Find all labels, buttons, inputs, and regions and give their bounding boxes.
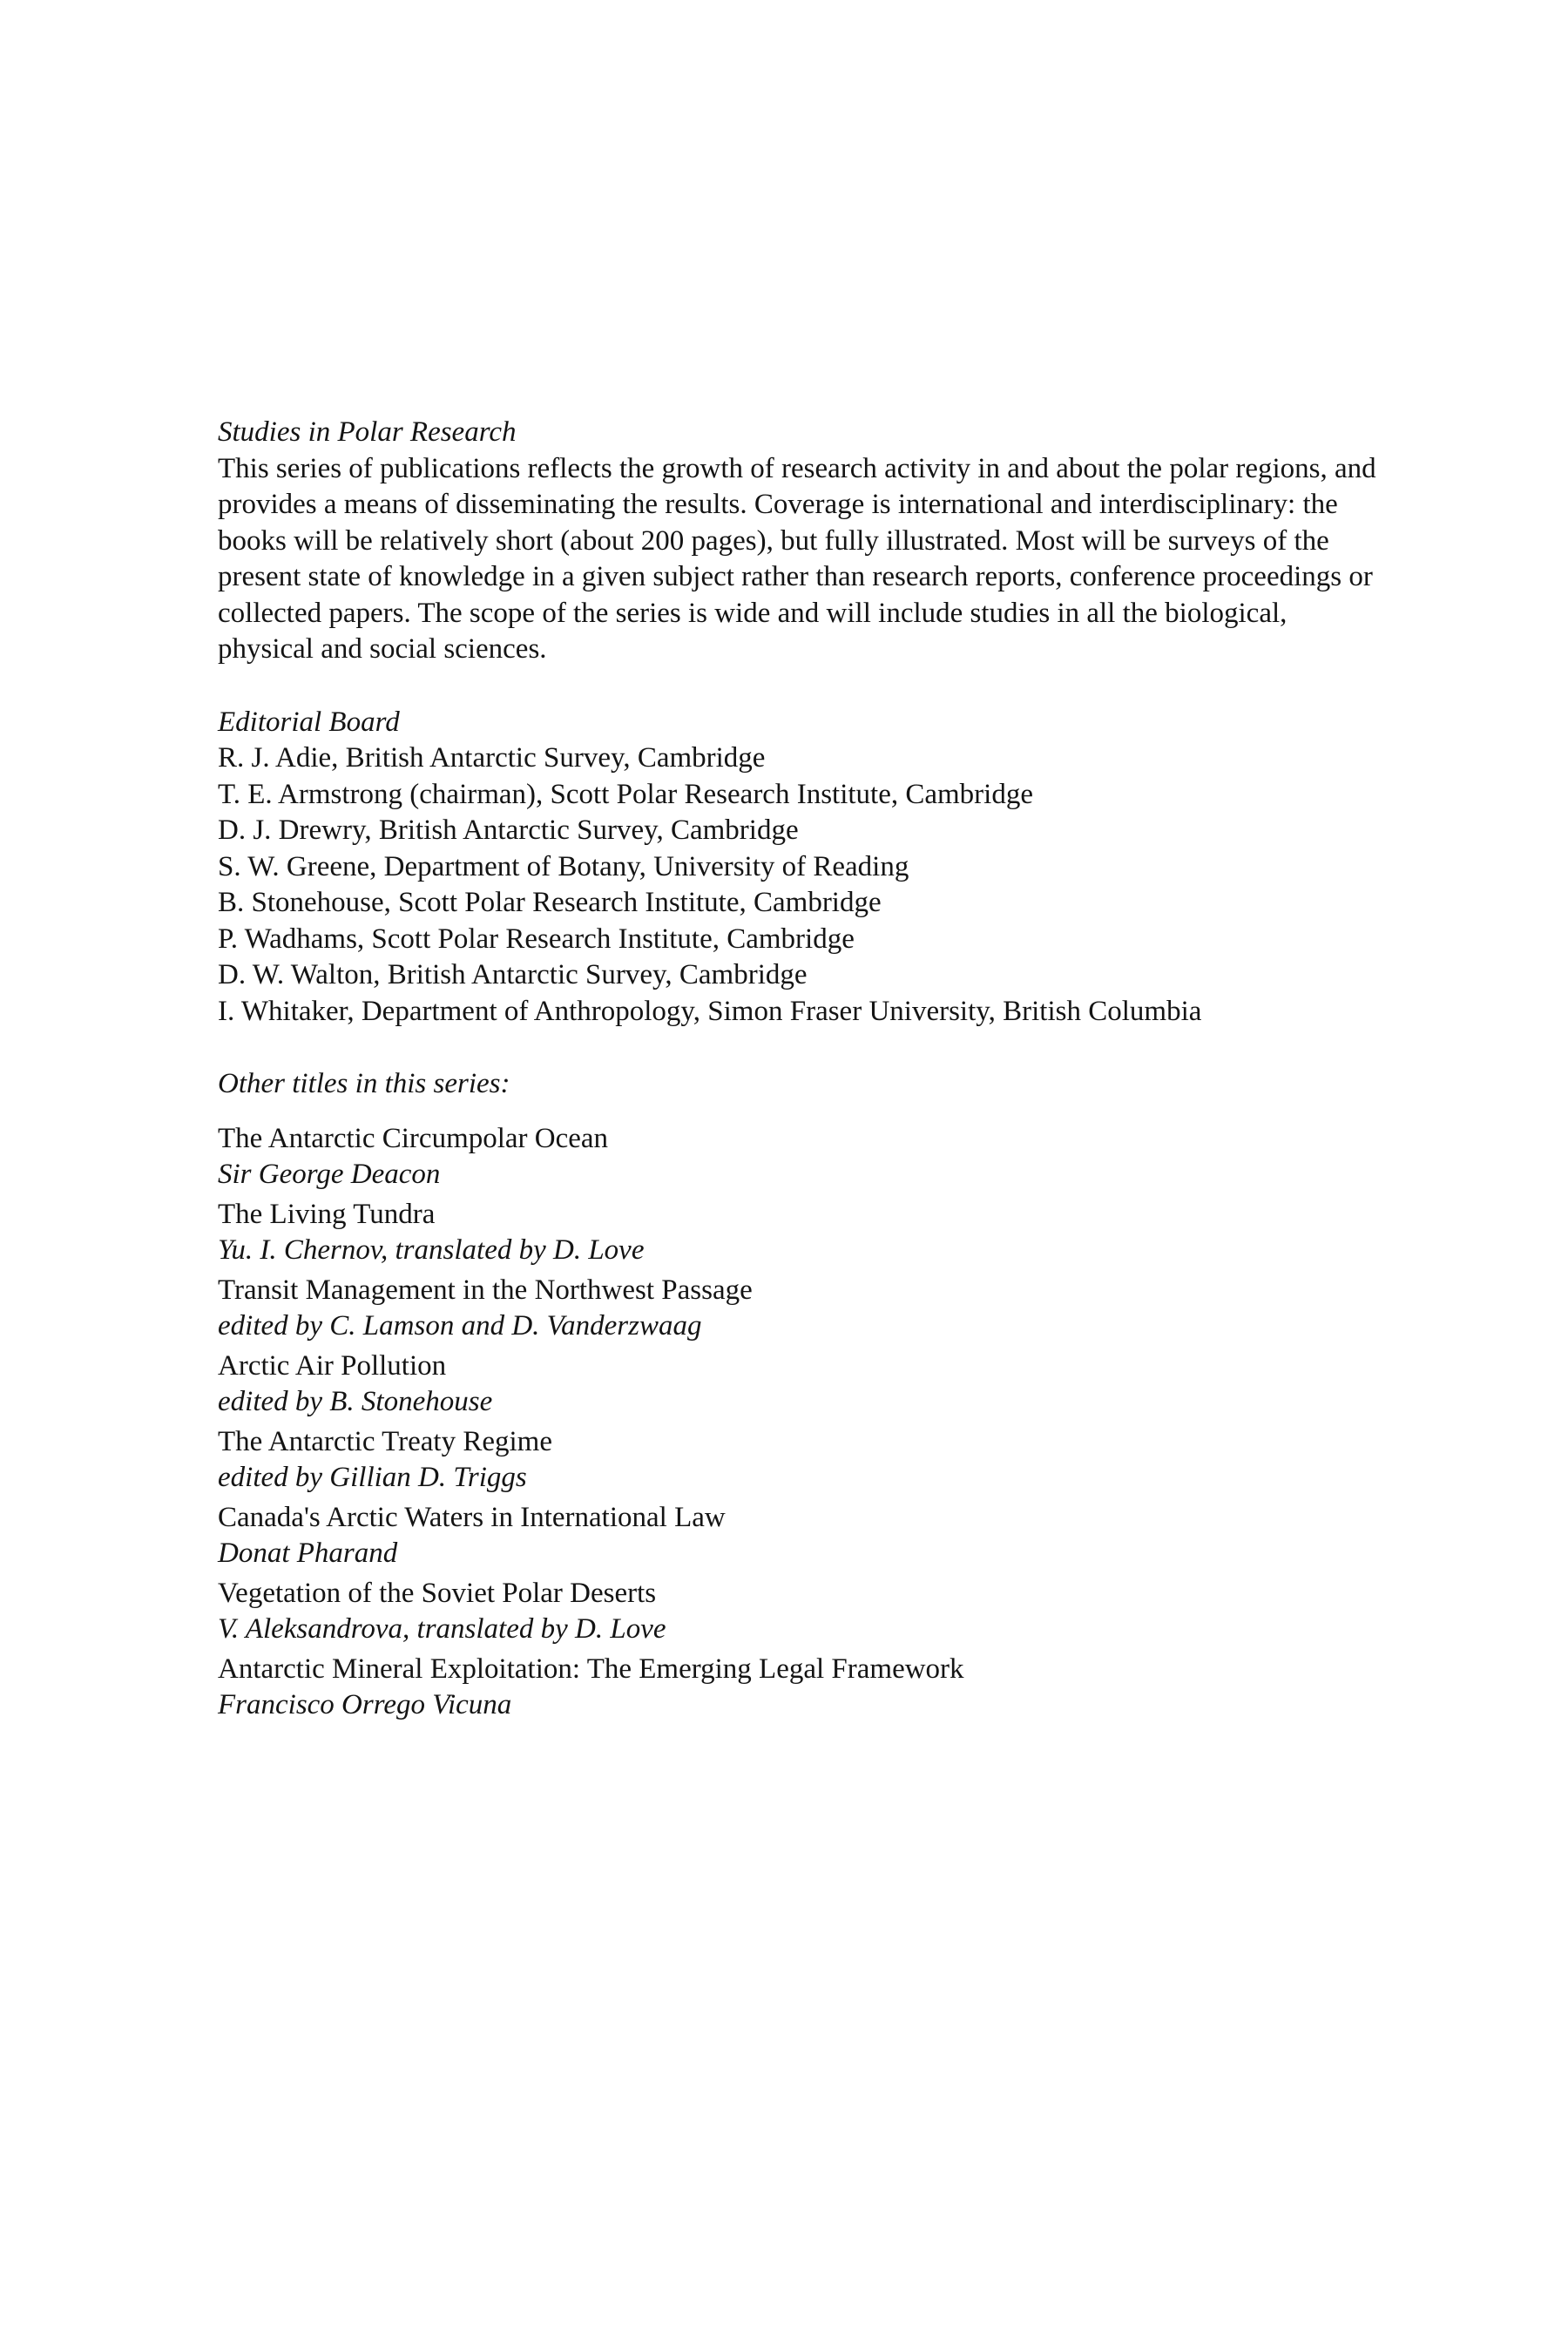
- board-member: S. W. Greene, Department of Botany, University of Reading: [218, 850, 909, 882]
- book-author: Sir George Deacon: [218, 1159, 441, 1190]
- title-entry: [218, 1197, 1385, 1269]
- board-member: T. E. Armstrong (chairman), Scott Polar Research Institute, Cambridge: [218, 778, 1033, 810]
- other-titles: [218, 1066, 1385, 1724]
- title-entry: [218, 1273, 1385, 1345]
- title-entry: [218, 1348, 1385, 1421]
- title-entry: [218, 1652, 1385, 1724]
- book-author: V. Aleksandrova, translated by D. Love: [218, 1613, 666, 1645]
- board-member: I. Whitaker, Department of Anthropology, Simon Fraser University, British Columbia: [218, 995, 1202, 1027]
- book-title: Vegetation of the Soviet Polar Deserts: [218, 1577, 657, 1609]
- book-title: Arctic Air Pollution: [218, 1349, 447, 1382]
- book-author: edited by Gillian D. Triggs: [218, 1462, 527, 1493]
- series-heading: Studies in Polar Research: [218, 416, 517, 448]
- board-member: B. Stonehouse, Scott Polar Research Institute, Cambridge: [218, 887, 882, 918]
- other-titles-heading: Other titles in this series:: [218, 1068, 510, 1099]
- series-page: [218, 415, 1385, 1727]
- book-author: edited by B. Stonehouse: [218, 1386, 493, 1417]
- book-title: Canada's Arctic Waters in International Law: [218, 1501, 726, 1533]
- board-member: D. J. Drewry, British Antarctic Survey, Cambridge: [218, 814, 799, 846]
- book-author: Francisco Orrego Vicuna: [218, 1689, 512, 1720]
- title-entry: [218, 1576, 1385, 1648]
- series-description: This series of publications reflects the growth of research activity in and about the polar regions, and provides a means of disseminating the results. Coverage is international and interdisciplinary: the books will be relatively short (about 200 pages), but fully illustrated. Most will be surveys of the present state of knowledge in a given subject rather than research reports, conference proceedings or collected papers. The scope of the series is wide and will include studies in all the biological, physical and social sciences.: [218, 452, 1376, 665]
- book-author: edited by C. Lamson and D. Vanderzwaag: [218, 1310, 702, 1342]
- board-member: D. W. Walton, British Antarctic Survey, Cambridge: [218, 959, 808, 990]
- series-intro: [218, 415, 1385, 668]
- board-member: P. Wadhams, Scott Polar Research Institute, Cambridge: [218, 923, 855, 955]
- title-entry: [218, 1121, 1385, 1193]
- book-title: Transit Management in the Northwest Passage: [218, 1274, 753, 1306]
- other-titles-list: [218, 1121, 1385, 1724]
- title-entry: [218, 1500, 1385, 1572]
- editorial-board-heading: Editorial Board: [218, 706, 400, 738]
- book-author: Donat Pharand: [218, 1538, 398, 1569]
- book-author: Yu. I. Chernov, translated by D. Love: [218, 1234, 645, 1266]
- editorial-board-list: [218, 740, 1385, 1030]
- book-title: The Antarctic Treaty Regime: [218, 1425, 552, 1457]
- board-member: R. J. Adie, British Antarctic Survey, Cambridge: [218, 742, 766, 774]
- title-entry: [218, 1424, 1385, 1497]
- book-title: Antarctic Mineral Exploitation: The Emerging Legal Framework: [218, 1652, 964, 1685]
- editorial-board: [218, 705, 1385, 1031]
- book-title: The Living Tundra: [218, 1198, 436, 1230]
- book-title: The Antarctic Circumpolar Ocean: [218, 1122, 609, 1154]
